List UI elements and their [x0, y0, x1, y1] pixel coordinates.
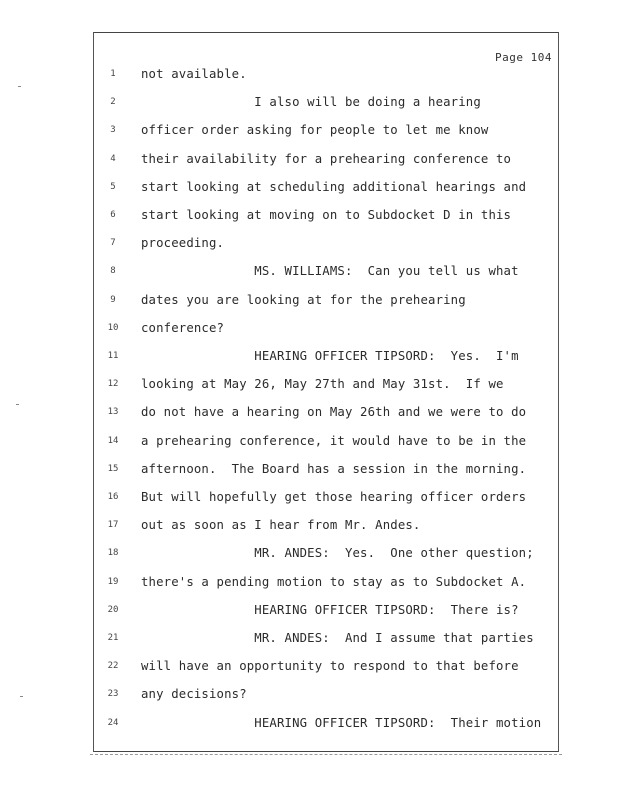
scan-speck [20, 696, 23, 697]
line-number: 17 [107, 520, 119, 531]
line-number: 21 [107, 633, 119, 643]
transcript-line [94, 262, 558, 282]
line-text: their availability for a prehearing conference to [141, 151, 512, 166]
line-text: HEARING OFFICER TIPSORD: Their motion [141, 715, 542, 730]
line-number: 15 [107, 463, 119, 474]
transcript-line [94, 573, 558, 593]
scan-speck [18, 86, 21, 87]
line-text: HEARING OFFICER TIPSORD: There is? [141, 602, 519, 617]
line-text: MR. ANDES: Yes. One other question; [141, 546, 534, 561]
line-number: 8 [110, 266, 116, 277]
line-number: 20 [107, 604, 119, 615]
bottom-rule [90, 754, 562, 755]
line-number: 14 [107, 435, 119, 446]
transcript-page [93, 32, 559, 752]
line-number: 6 [110, 210, 116, 220]
line-number: 4 [110, 153, 116, 164]
transcript-line [94, 432, 558, 452]
line-text: any decisions? [141, 687, 247, 702]
line-text: proceeding. [141, 236, 225, 251]
line-number: 13 [107, 407, 119, 418]
transcript-line [94, 629, 558, 649]
transcript-line [94, 93, 558, 113]
page-number: Page 104 [495, 51, 552, 64]
transcript-line [94, 150, 558, 170]
line-number: 23 [107, 689, 119, 700]
transcript-line [94, 516, 558, 536]
transcript-line [94, 121, 558, 141]
transcript-line [94, 601, 558, 621]
line-text: officer order asking for people to let me know [141, 123, 489, 138]
transcript-line [94, 403, 558, 423]
transcript-line [94, 544, 558, 564]
line-number: 7 [110, 238, 116, 249]
line-text: will have an opportunity to respond to that before [141, 659, 519, 674]
line-text: do not have a hearing on May 26th and we were to do [141, 405, 527, 420]
line-number: 2 [110, 97, 116, 108]
line-text: But will hopefully get those hearing officer orders [141, 490, 527, 504]
line-number: 1 [110, 69, 116, 79]
line-text: out as soon as I hear from Mr. Andes. [141, 518, 421, 533]
transcript-line [94, 488, 558, 508]
transcript-line [94, 347, 558, 367]
line-text: HEARING OFFICER TIPSORD: Yes. I'm [141, 349, 519, 363]
line-number: 16 [107, 492, 119, 502]
line-number: 5 [110, 181, 116, 192]
transcript-line [94, 714, 558, 734]
scan-speck [16, 404, 19, 405]
line-text: looking at May 26, May 27th and May 31st. If we [141, 377, 504, 392]
line-text: not available. [141, 67, 247, 81]
line-number: 12 [107, 379, 119, 390]
transcript-line [94, 234, 558, 254]
line-number: 22 [107, 661, 119, 672]
transcript-line [94, 65, 558, 85]
transcript-line [94, 206, 558, 226]
transcript-line [94, 375, 558, 395]
line-text: MS. WILLIAMS: Can you tell us what [141, 264, 519, 279]
line-text: I also will be doing a hearing [141, 95, 481, 110]
line-number: 9 [110, 294, 116, 305]
line-text: conference? [141, 320, 225, 335]
transcript-line [94, 291, 558, 311]
transcript-line [94, 178, 558, 198]
transcript-line [94, 319, 558, 339]
line-number: 18 [107, 548, 119, 559]
line-text: start looking at scheduling additional hearings and [141, 179, 527, 194]
line-number: 24 [107, 717, 119, 728]
transcript-line [94, 685, 558, 705]
line-text: afternoon. The Board has a session in the morning. [141, 461, 527, 476]
line-text: dates you are looking at for the prehearing [141, 292, 466, 307]
line-text: a prehearing conference, it would have to be in the [141, 433, 527, 448]
line-number: 10 [107, 322, 119, 333]
line-number: 3 [110, 125, 116, 136]
line-text: there's a pending motion to stay as to Subdocket A. [141, 574, 527, 589]
line-number: 11 [107, 351, 119, 361]
transcript-line [94, 460, 558, 480]
line-number: 19 [107, 576, 119, 587]
line-text: MR. ANDES: And I assume that parties [141, 631, 534, 645]
line-text: start looking at moving on to Subdocket D in this [141, 208, 512, 222]
transcript-line [94, 657, 558, 677]
